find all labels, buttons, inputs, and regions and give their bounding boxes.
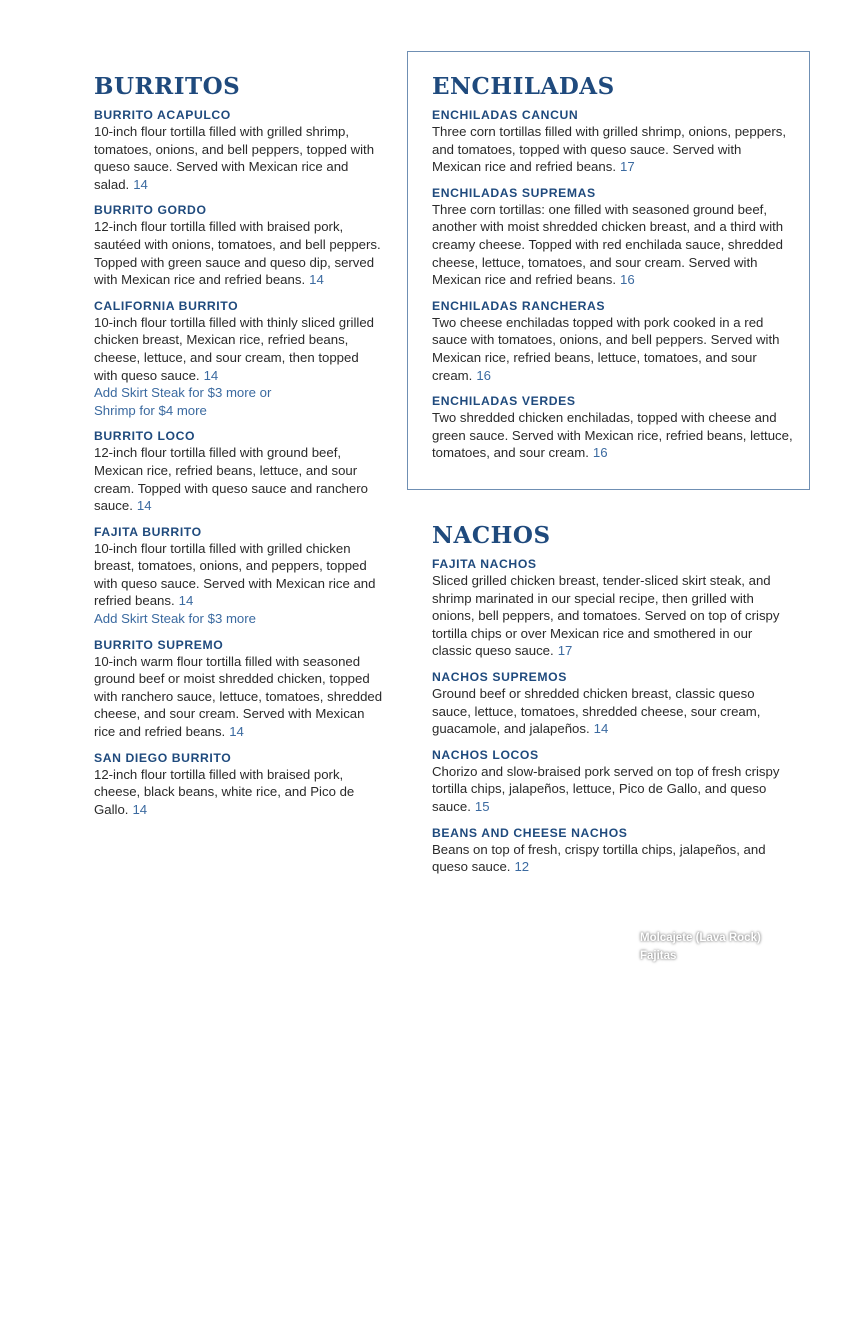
item-name: FAJITA NACHOS: [432, 557, 537, 571]
item-price: 14: [229, 724, 244, 740]
item-price: 14: [133, 176, 148, 192]
menu-item-burrito-acapulco: [94, 107, 384, 193]
item-name: CALIFORNIA BURRITO: [94, 298, 239, 313]
item-description: [432, 201, 794, 289]
item-name: BURRITO ACAPULCO: [94, 108, 231, 122]
item-name: SAN DIEGO BURRITO: [94, 750, 232, 765]
item-price: 14: [136, 498, 152, 514]
burritos-section: [94, 74, 384, 827]
item-description: [432, 572, 794, 660]
item-name: ENCHILADAS CANCUN: [432, 108, 579, 122]
enchiladas-title: ENCHILADAS: [432, 73, 615, 100]
item-price: 14: [309, 272, 324, 288]
item-desc-text: Two cheese enchiladas topped with pork cooked in a red sauce with tomatoes, onions, and bell peppers. Served with Mexican rice, refried beans, lettuce, tomatoes, and sour cream.: [432, 314, 780, 383]
burritos-title: BURRITOS: [94, 73, 241, 100]
item-desc-text: 12-inch flour tortilla filled with braised pork, cheese, black beans, white rice, and Pico de Gallo.: [94, 766, 355, 817]
item-desc-text: 10-inch flour tortilla filled with grilled chicken breast, tomatoes, onions, and peppers, topped with queso sauce. Served with Mexican rice and refried beans.: [94, 540, 376, 609]
item-price: 14: [178, 593, 194, 609]
nachos-section: [432, 523, 794, 885]
item-description: [94, 540, 384, 610]
item-price: 12: [514, 859, 530, 875]
item-description: [432, 123, 794, 176]
menu-item-nachos-locos: [432, 747, 794, 816]
photo-caption-line: Fajitas: [640, 950, 677, 962]
item-desc-text: Ground beef or shredded chicken breast, classic queso sauce, lettuce, tomatoes, shredded cheese, sour cream, guacamole, and jalapeños.: [432, 685, 761, 737]
item-desc-text: Sliced grilled chicken breast, tender-sliced skirt steak, and shrimp marinated in our special recipe, then grilled with onions, bell peppers, and tomatoes. Served on top of crispy tortilla chips or over Mexican rice and smothered in our classic queso sauce.: [432, 573, 780, 659]
item-description: [94, 653, 384, 741]
item-desc-text: Two shredded chicken enchiladas, topped with cheese and green sauce. Served with Mexican rice, refried beans, lettuce, tomatoes, and sour cream.: [432, 410, 793, 461]
menu-item-san-diego-burrito: [94, 750, 384, 819]
item-description: [94, 766, 384, 819]
menu-item-burrito-gordo: [94, 202, 384, 288]
item-addon: Add Skirt Steak for $3 more: [94, 611, 256, 627]
item-desc-text: 12-inch flour tortilla filled with braised pork, sautéed with onions, tomatoes, and bell peppers. Topped with green sauce and queso dip, served with Mexican rice and refried beans.: [94, 219, 381, 288]
item-price: 14: [593, 721, 609, 737]
item-description: [94, 218, 384, 288]
item-desc-text: 10-inch warm flour tortilla filled with seasoned ground beef or moist shredded chicken, topped with ranchero sauce, lettuce, tomatoes, shredded cheese, and sour cream. Served with Mexican rice and refried beans.: [94, 653, 383, 740]
item-description: [432, 841, 794, 876]
item-description: [432, 685, 794, 738]
item-description: [432, 763, 794, 816]
item-addon: Add Skirt Steak for $3 more or: [94, 385, 272, 401]
item-name: ENCHILADAS SUPREMAS: [432, 185, 596, 200]
item-price: 14: [132, 801, 148, 817]
menu-item-fajita-nachos: [432, 556, 794, 660]
item-desc-text: Three corn tortillas filled with grilled shrimp, onions, peppers, and tomatoes, topped with queso sauce. Served with Mexican rice and refried beans.: [432, 124, 787, 175]
item-price: 17: [557, 643, 573, 659]
menu-item-burrito-loco: [94, 428, 384, 514]
menu-item-california-burrito: [94, 298, 384, 420]
menu-item-enchiladas-verdes: [432, 393, 794, 462]
menu-item-beans-and-cheese-nachos: [432, 825, 794, 876]
menu-item-enchiladas-supremas: [432, 185, 794, 289]
item-description: [94, 314, 384, 384]
item-name: BURRITO GORDO: [94, 203, 207, 218]
item-name: BURRITO SUPREMO: [94, 637, 224, 652]
menu-item-nachos-supremos: [432, 669, 794, 738]
menu-item-burrito-supremo: [94, 637, 384, 741]
menu-item-fajita-burrito: [94, 524, 384, 628]
item-price: 16: [592, 445, 608, 461]
enchiladas-section: [432, 74, 794, 471]
item-price: 15: [474, 798, 490, 814]
item-description: [432, 409, 794, 462]
photo-caption: [640, 929, 800, 965]
item-name: ENCHILADAS VERDES: [432, 394, 576, 409]
item-addon: Shrimp for $4 more: [94, 402, 207, 418]
item-price: 14: [203, 367, 219, 383]
item-name: NACHOS LOCOS: [432, 747, 539, 762]
item-description: [94, 123, 384, 193]
menu-item-enchiladas-rancheras: [432, 298, 794, 384]
item-desc-text: Three corn tortillas: one filled with seasoned ground beef, another with moist shredded chicken breast, and a third with creamy cheese. Topped with red enchilada sauce, shredded cheese, lettuce, tomatoes, and sour cream. Served with Mexican rice and refried beans.: [432, 201, 784, 288]
item-name: BURRITO LOCO: [94, 429, 196, 444]
menu-item-enchiladas-cancun: [432, 107, 794, 176]
item-name: FAJITA BURRITO: [94, 524, 202, 539]
photo-caption-line: Molcajete (Lava Rock): [640, 932, 761, 944]
item-description: [94, 444, 384, 514]
nachos-title: NACHOS: [432, 522, 551, 549]
item-desc-text: Beans on top of fresh, crispy tortilla chips, jalapeños, and queso sauce.: [432, 841, 766, 875]
item-price: 16: [476, 367, 491, 383]
item-desc-text: 10-inch flour tortilla filled with grilled shrimp, tomatoes, onions, and bell peppers, topped with queso sauce. Served with Mexican rice and salad.: [94, 124, 375, 192]
item-desc-text: 12-inch flour tortilla filled with ground beef, Mexican rice, refried beans, lettuce, and sour cream. Topped with queso sauce and ranchero sauce.: [94, 445, 368, 514]
item-name: BEANS AND CHEESE NACHOS: [432, 825, 628, 840]
item-description: [432, 314, 794, 384]
item-desc-text: Chorizo and slow-braised pork served on top of fresh crispy tortilla chips, jalapeños, lettuce, Pico de Gallo, and queso sauce.: [432, 763, 780, 814]
item-price: 16: [620, 272, 635, 288]
item-name: ENCHILADAS RANCHERAS: [432, 298, 606, 313]
item-name: NACHOS SUPREMOS: [432, 669, 567, 684]
item-desc-text: 10-inch flour tortilla filled with thinly sliced grilled chicken breast, Mexican rice, refried beans, cheese, lettuce, and sour cream, then topped with queso sauce.: [94, 314, 374, 383]
item-price: 17: [620, 159, 635, 175]
